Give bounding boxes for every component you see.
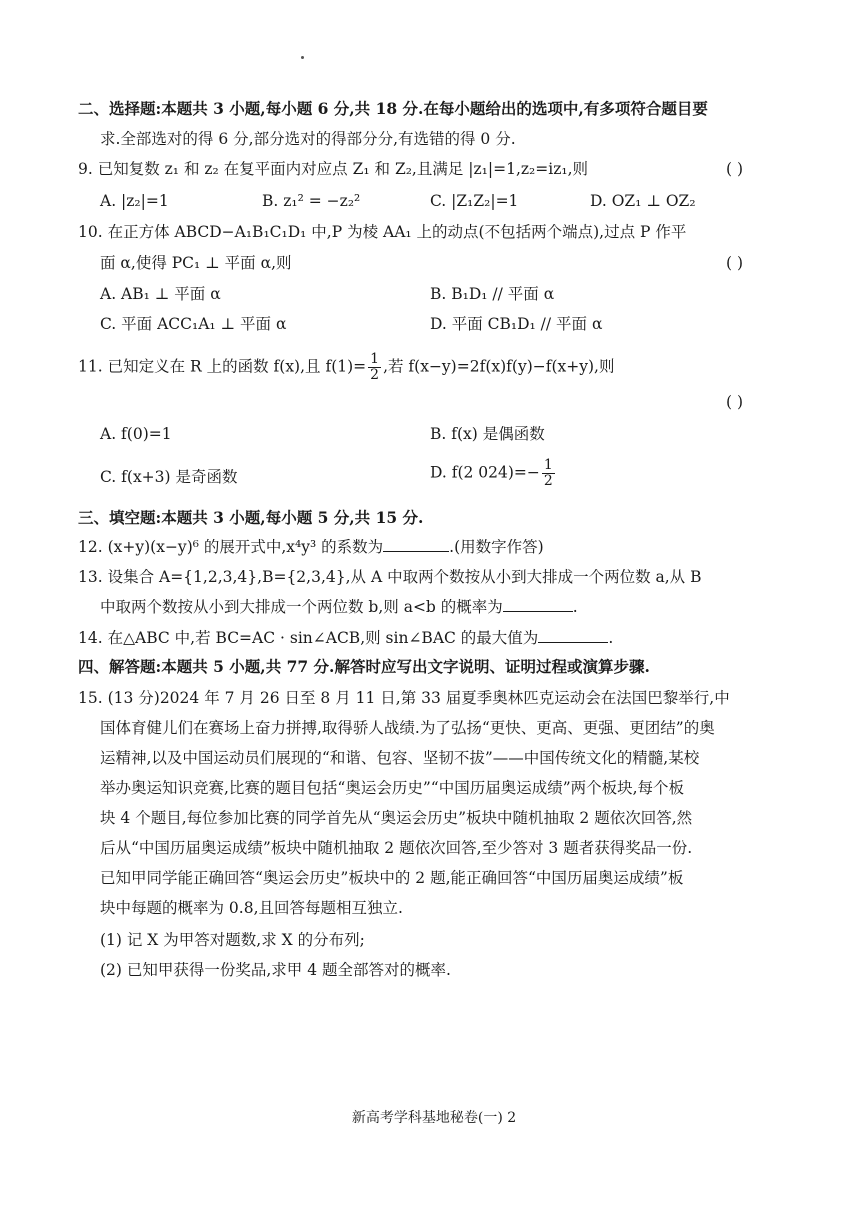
q11-option-a: A. f(0)=1 [100,425,172,443]
q10-option-b: B. B₁D₁ // 平面 α [430,285,555,303]
q15-line5: 块 4 个题目,每位参加比赛的同学首先从“奥运会历史”板块中随机抽取 2 题依次回答,然 [100,809,693,827]
q14-answer-blank [538,628,608,643]
q15-line8: 块中每题的概率为 0.8,且回答每题相互独立. [100,899,403,917]
q9-option-d: D. OZ₁ ⊥ OZ₂ [590,192,696,210]
q13-text-end: . [572,598,578,616]
q9-option-b: B. z₁² = −z₂² [262,192,361,210]
q11-option-d-text: D. f(2 024)=− [430,463,540,482]
section4-heading: 四、解答题:本题共 5 小题,共 77 分.解答时应写出文字说明、证明过程或演算步骤. [78,657,650,676]
q14-text: 14. 在△ABC 中,若 BC=AC · sin∠ACB,则 sin∠BAC 的最大值为 [78,629,539,647]
q15-line7: 已知甲同学能正确回答“奥运会历史”板块中的 2 题,能正确回答“中国历届奥运成绩”板 [100,869,684,887]
q11-d-frac-num: 1 [543,457,553,473]
section2-heading-cont: 求.全部选对的得 6 分,部分选对的得部分分,有选错的得 0 分. [100,130,516,148]
q15-line6: 后从“中国历届奥运成绩”板块中随机抽取 2 题依次回答,至少答对 3 题者获得奖品一份. [100,839,693,857]
q10-option-d: D. 平面 CB₁D₁ // 平面 α [430,315,603,333]
section2-heading: 二、选择题:本题共 3 小题,每小题 6 分,共 18 分.在每小题给出的选项中,有多项符合题目要 [78,99,708,118]
q15-line3: 运精神,以及中国运动员们展现的“和谐、包容、坚韧不拔”——中国传统文化的精髓,某校 [100,749,700,767]
q11-answer-paren: ( ) [726,393,744,411]
page-footer: 新高考学科基地秘卷(一) 2 [351,1110,517,1126]
section3-heading: 三、填空题:本题共 3 小题,每小题 5 分,共 15 分. [78,508,424,527]
q10-option-c: C. 平面 ACC₁A₁ ⊥ 平面 α [100,315,287,333]
q11-stem-part2: ,若 f(x−y)=2f(x)f(y)−f(x+y),则 [383,357,615,376]
q15-line2: 国体育健儿们在赛场上奋力拼搏,取得骄人战绩.为了弘扬“更快、更高、更强、更团结”的奥 [100,719,715,737]
q11-d-frac-den: 2 [543,473,553,489]
scan-speck [301,56,304,59]
q12-text: 12. (x+y)(x−y)⁶ 的展开式中,x⁴y³ 的系数为 [78,538,384,556]
q15-part1: (1) 记 X 为甲答对题数,求 X 的分布列; [100,931,365,949]
q11-frac-num: 1 [370,351,380,367]
q10-option-a: A. AB₁ ⊥ 平面 α [100,285,221,303]
q12-line [78,536,544,558]
q10-answer-paren: ( ) [726,254,744,272]
q11-stem [78,352,614,383]
q13-line2 [100,596,578,618]
q11-fraction [368,352,381,383]
q11-option-b: B. f(x) 是偶函数 [430,425,545,443]
q15-part2: (2) 已知甲获得一份奖品,求甲 4 题全部答对的概率. [100,961,451,979]
q11-frac-den: 2 [370,367,380,383]
q11-option-c: C. f(x+3) 是奇函数 [100,468,238,486]
q13-text: 中取两个数按从小到大排成一个两位数 b,则 a<b 的概率为 [100,598,503,616]
q11-stem-part1: 11. 已知定义在 R 上的函数 f(x),且 f(1)= [78,357,367,376]
q9-option-a: A. |z₂|=1 [100,192,169,210]
q15-line1: 15. (13 分)2024 年 7 月 26 日至 8 月 11 日,第 33 届夏季奥林匹克运动会在法国巴黎举行,中 [78,689,730,707]
q9-stem: 9. 已知复数 z₁ 和 z₂ 在复平面内对应点 Z₁ 和 Z₂,且满足 |z₁|=1,z₂=iz₁,则 [78,160,589,178]
q13-answer-blank [503,597,573,612]
q11-option-d [430,458,557,489]
q10-stem-cont: 面 α,使得 PC₁ ⊥ 平面 α,则 [100,254,292,272]
q13-line1: 13. 设集合 A={1,2,3,4},B={2,3,4},从 A 中取两个数按从小到大排成一个两位数 a,从 B [78,568,702,586]
q10-stem: 10. 在正方体 ABCD−A₁B₁C₁D₁ 中,P 为棱 AA₁ 上的动点(不包括两个端点),过点 P 作平 [78,223,687,241]
q15-line4: 举办奥运知识竞赛,比赛的题目包括“奥运会历史”“中国历届奥运成绩”两个板块,每个板 [100,779,685,797]
q12-answer-blank [383,537,449,552]
q14-text-end: . [608,629,614,647]
q9-option-c: C. |Z₁Z₂|=1 [430,192,519,210]
q14-line [78,627,613,649]
q12-text-end: .(用数字作答) [449,538,544,556]
q9-answer-paren: ( ) [726,160,744,178]
q11-option-d-fraction [542,458,555,489]
